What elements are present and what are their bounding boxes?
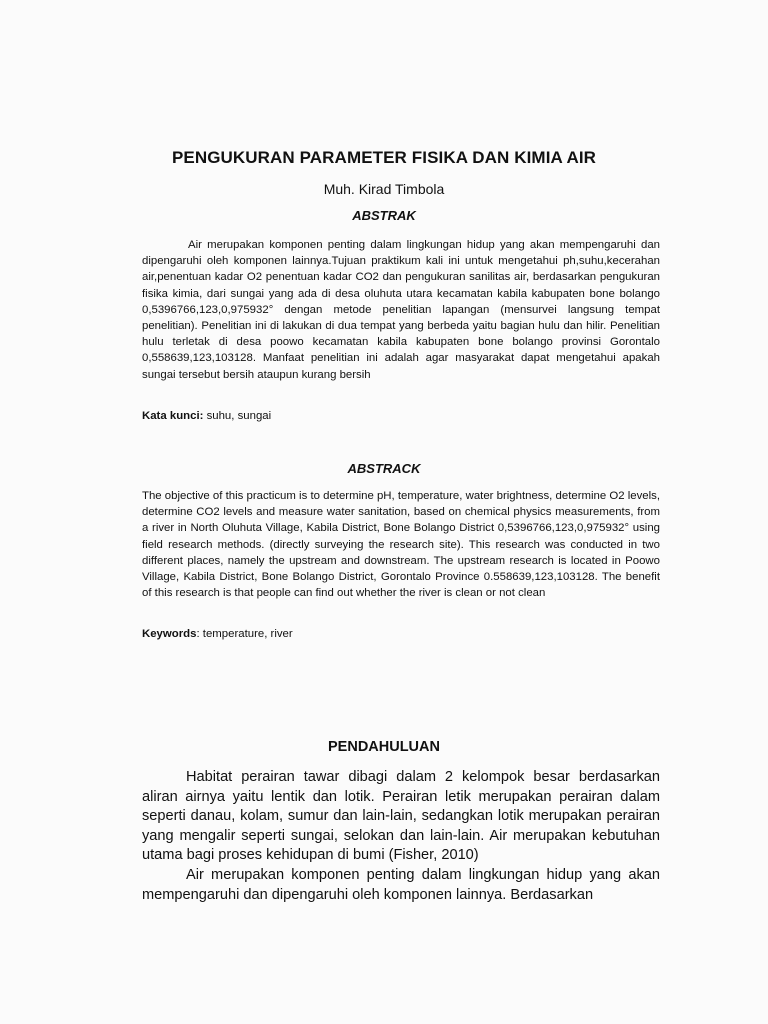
abstrak-heading: ABSTRAK [352, 208, 416, 223]
pendahuluan-paragraph: Air merupakan komponen penting dalam lingkungan hidup yang akan mempengaruhi dan dipengaruhi oleh komponen lainnya. Berdasarkan [142, 867, 660, 903]
abstrack-heading: ABSTRACK [347, 461, 421, 476]
kata-kunci-line [142, 410, 271, 422]
pendahuluan-paragraph: Habitat perairan tawar dibagi dalam 2 kelompok besar berdasarkan aliran airnya yaitu lentik dan lotik. Perairan letik merupakan perairan dalam seperti danau, kolam, sumur dan lain-lain, sedangkan lotik merupakan perairan yang mengalir seperti sungai, selokan dan lain-lain. Air merupakan kebutuhan utama bagi proses kehidupan di bumi (Fisher, 2010) [142, 769, 660, 864]
kata-kunci-label: Kata kunci: [142, 410, 204, 422]
abstrack-text: The objective of this practicum is to determine pH, temperature, water brightness, determine O2 levels, determine CO2 levels and measure water sanitation, based on chemical physics measurements, from a river in North Oluhuta Village, Kabila District, Bone Bolango District 0,5396766,123,0,975932° using field research methods. (directly surveying the research site). This research was conducted in two different places, namely the upstream and downstream. The upstream research is located in Poowo Village, Kabila District, Bone Bolango District, Gorontalo Province 0.558639,123,103128. The benefit of this research is that people can find out whether the river is clean or not clean [142, 490, 660, 600]
author-name: Muh. Kirad Timbola [323, 181, 445, 197]
pendahuluan-heading: PENDAHULUAN [328, 739, 440, 755]
keywords-line [142, 628, 293, 640]
keywords-value: : temperature, river [196, 628, 293, 640]
paper-title: PENGUKURAN PARAMETER FISIKA DAN KIMIA AIR [171, 148, 597, 167]
kata-kunci-value: suhu, sungai [203, 410, 272, 422]
abstrak-text: Air merupakan komponen penting dalam lingkungan hidup yang akan mempengaruhi dan dipengaruhi oleh komponen lainnya.Tujuan praktikum kali ini untuk mengetahui ph,suhu,kecerahan air,penentuan kadar O2 penentuan kadar CO2 dan pengukuran sanilitas air, berdasarkan pengukuran fisika kimia, dari sungai yang ada di desa oluhuta utara kecamatan kabila kabupaten bone bolango 0,5396766,123,0,975932° dengan metode penelitian lapangan (mensurvei langsung tempat penelitian). Penelitian ini di lakukan di dua tempat yang berbeda yaitu bagian hulu dan hilir. Penelitian hulu terletak di desa poowo kecamatan kabila kabupaten bone bolango provinsi Gorontalo 0,558639,123,103128. Manfaat penelitian ini adalah agar masyarakat dapat mengetahui apakah sungai tersebut bersih ataupun kurang bersih [142, 239, 660, 381]
keywords-label: Keywords [142, 628, 197, 640]
